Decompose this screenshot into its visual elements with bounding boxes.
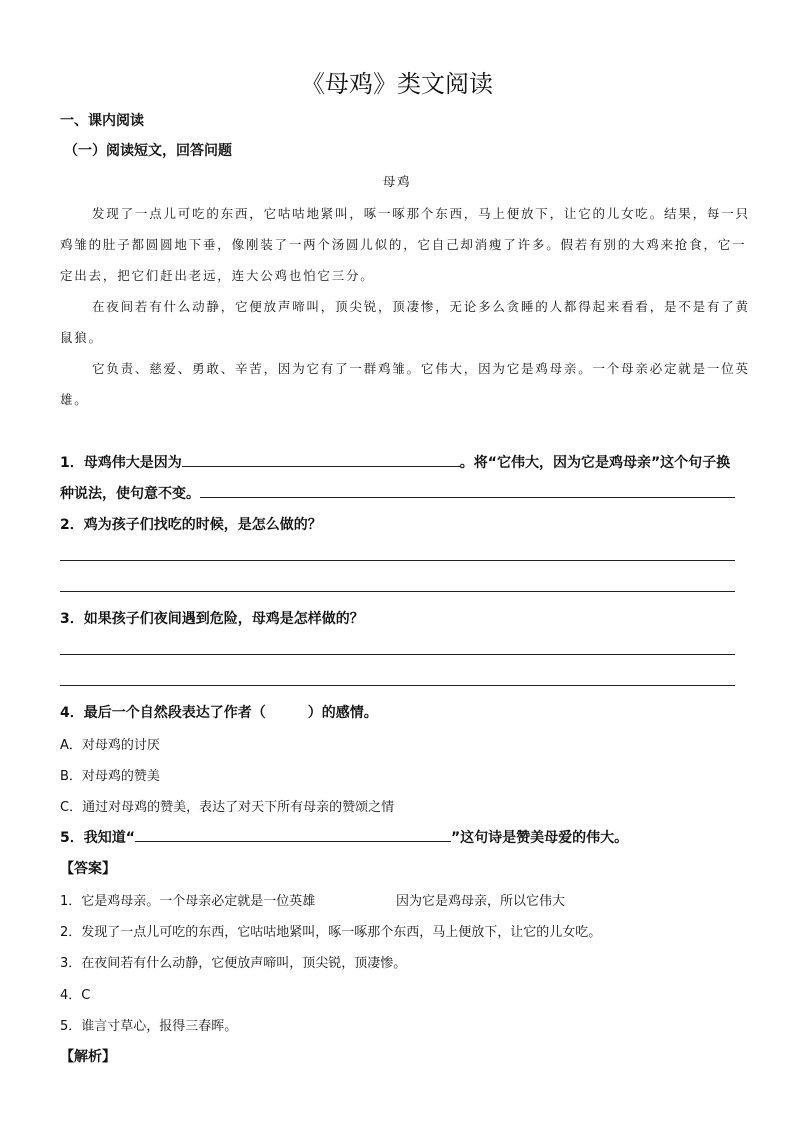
analysis-heading: 【解析】 [60,1049,116,1065]
story-title: 母鸡 [382,174,412,189]
story-line: 定出去，把它们赶出老远，连大公鸡也怕它三分。 [60,268,375,283]
answer-1a: 1．它是鸡母亲。一个母亲必定就是一位英雄 [60,894,316,909]
answer-2: 2．发现了一点儿可吃的东西，它咕咕地紧叫，啄一啄那个东西，马上便放下，让它的儿女吃。 [60,925,602,940]
option-b[interactable]: B．对母鸡的赞美 [60,769,160,784]
option-c[interactable]: C．通过对母鸡的赞美，表达了对天下所有母亲的赞颂之情 [60,800,395,815]
question-1 [60,452,730,472]
answer-5: 5．谁言寸草心，报得三春晖。 [60,1019,238,1034]
question-3: 3．如果孩子们夜间遇到危险，母鸡是怎样做的？ [60,611,364,627]
question-1-line2: 种说法，使句意不变。 [60,486,200,502]
sub-heading: （一）阅读短文，回答问题 [64,143,232,159]
story-line: 它负责、慈爱、勇敢、辛苦，因为它有了一群鸡雏。它伟大，因为它是鸡母亲。一个母亲必定就是一位英 [92,361,750,376]
page-title: 《母鸡》类文阅读 [301,70,493,98]
question-5-text-cont: ”这句诗是赞美母爱的伟大。 [450,830,629,846]
answer-blank[interactable] [182,452,460,467]
option-a[interactable]: A．对母鸡的讨厌 [60,738,160,753]
answer-heading: 【答案】 [60,861,116,877]
answer-line[interactable] [60,654,735,655]
answer-blank[interactable] [135,827,451,842]
answer-4: 4．C [60,988,91,1003]
question-5-text: 5．我知道“ [60,830,135,846]
question-1-text-cont: 。将“它伟大，因为它是鸡母亲”这个句子换 [459,455,731,471]
question-4: 4．最后一个自然段表达了作者（ ）的感情。 [60,705,378,721]
story-line: 发现了一点儿可吃的东西，它咕咕地紧叫，啄一啄那个东西，马上便放下，让它的儿女吃。结果，每一只 [92,206,750,221]
answer-line[interactable] [60,591,735,592]
question-5 [60,827,628,847]
story-line: 鼠狼。 [60,330,103,345]
answer-3: 3．在夜间若有什么动静，它便放声啼叫，顶尖锐，顶凄惨。 [60,956,407,971]
story-line: 在夜间若有什么动静，它便放声啼叫，顶尖锐，顶凄惨，无论多么贪睡的人都得起来看看，是不是有了黄 [92,299,750,314]
question-2: 2．鸡为孩子们找吃的时候，是怎么做的？ [60,517,322,533]
story-line: 雄。 [60,392,89,407]
answer-line[interactable] [60,685,735,686]
answer-line[interactable] [200,497,735,498]
section-heading: 一、课内阅读 [60,113,144,129]
story-line: 鸡雏的肚子都圆圆地下垂，像刚装了一两个汤圆儿似的，它自己却消瘦了许多。假若有别的大鸡来抢食，它一 [60,237,747,252]
question-1-text: 1．母鸡伟大是因为 [60,455,182,471]
answer-line[interactable] [60,560,735,561]
answer-1b: 因为它是鸡母亲，所以它伟大 [396,894,566,909]
